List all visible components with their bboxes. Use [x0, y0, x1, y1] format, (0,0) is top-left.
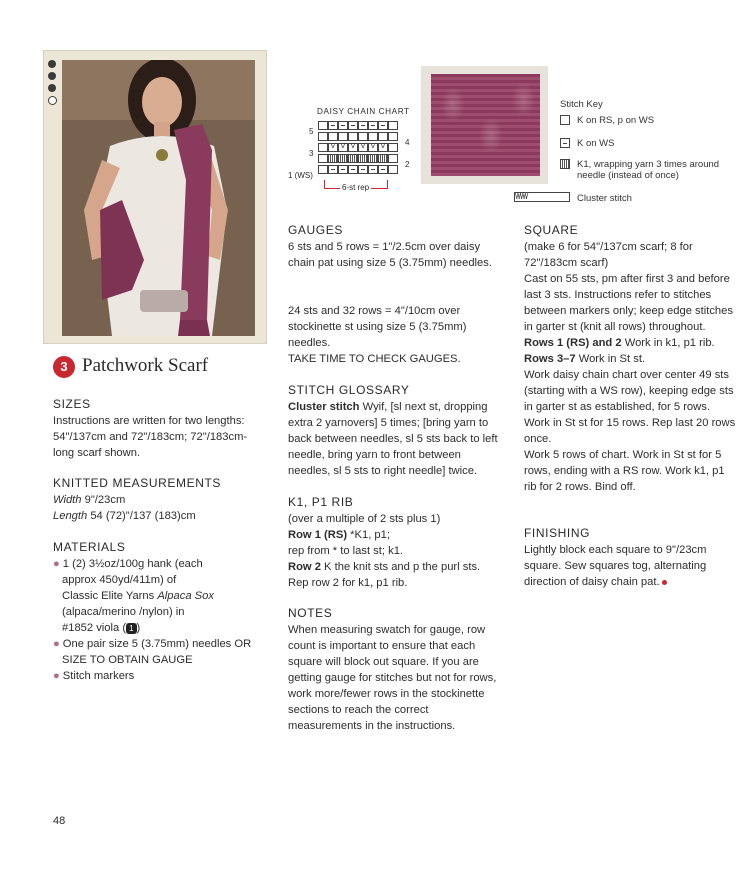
measurements-length: [53, 508, 263, 524]
width-label: Width: [53, 494, 82, 506]
chart-cell: [328, 165, 338, 174]
rib-row1: [288, 527, 500, 543]
rib-line: (over a multiple of 2 sts plus 1): [288, 513, 441, 525]
square-p1: Work daisy chain chart over center 49 sts (starting with a WS row), keeping edge sts in garter st as established, for 5 rows. Work in St st for 15 rows. Rep last 20 rows once.: [524, 369, 736, 445]
knit-symbol-icon: [560, 115, 570, 125]
square-intro: (make 6 for 54"/137cm scarf; 8 for 72"/183cm scarf): [524, 241, 693, 269]
project-number-badge: 3: [53, 356, 75, 378]
length-label: Length: [53, 510, 88, 522]
stitch-key-item: K on RS, p on WS: [577, 115, 655, 126]
finishing-body: Lightly block each square to 9"/23cm square. Sew squares tog, alternating direction of daisy chain pat.: [524, 544, 707, 588]
chart-cell: [378, 132, 388, 141]
chart-cell: [338, 165, 348, 174]
glossary-heading: STITCH GLOSSARY: [288, 383, 410, 397]
sizes-heading: SIZES: [53, 397, 91, 411]
chart-cell: [388, 154, 398, 163]
rib-line: rep from * to last st; k1.: [288, 545, 404, 557]
chart-row-label: 5: [309, 127, 314, 136]
chart-cell: V: [358, 143, 368, 152]
chart-cell: [348, 121, 358, 130]
rib-heading: K1, P1 RIB: [288, 495, 354, 509]
chart-cell: [388, 143, 398, 152]
stitch-key-item: K on WS: [577, 138, 615, 149]
chart-cell: [358, 121, 368, 130]
stitch-key-item: Cluster stitch: [577, 193, 632, 204]
square-row-label: Rows 3–7: [524, 353, 576, 365]
square-row-text: Work in k1, p1 rib.: [621, 337, 715, 349]
chart-cell: V: [348, 143, 358, 152]
materials-item-1-line-c: [53, 588, 263, 604]
yarn-weight-icon: 1: [126, 623, 136, 634]
square-rows-1-2: [524, 335, 736, 351]
chart-cell: [318, 132, 328, 141]
glossary-term: Cluster stitch: [288, 401, 360, 413]
chart-cell: [368, 121, 378, 130]
square-row-text: Work in St st.: [575, 353, 646, 365]
materials-item-2-line-b: SIZE TO OBTAIN GAUGE: [62, 654, 193, 666]
yarn-name: Alpaca Sox: [157, 590, 214, 602]
model-illustration: [62, 60, 255, 336]
rib-row-text: K the knit sts and p the purl sts.: [320, 561, 481, 573]
materials-item-1-line-b: approx 450yd/411m) of: [62, 574, 177, 586]
chart-cell: [358, 154, 368, 163]
purl-symbol-icon: [560, 138, 570, 148]
chart-cell: [338, 121, 348, 130]
chart-cell: [348, 154, 358, 163]
chart-cell: [318, 165, 328, 174]
chart-cell: [318, 121, 328, 130]
chart-cell: [328, 121, 338, 130]
rib-row-label: Row 2: [288, 561, 321, 573]
rib-text: [288, 511, 500, 591]
rib-row-label: Row 1 (RS): [288, 529, 348, 541]
chart-cell: [368, 165, 378, 174]
square-p2: Work 5 rows of chart. Work in St st for 5 rows, ending with a RS row. Work k1, p1 rib for 2 rows. Bind off.: [524, 449, 725, 493]
chart-cell: [318, 154, 328, 163]
chart-cell: [388, 121, 398, 130]
chart-cell: [358, 132, 368, 141]
cluster-symbol-icon: \/\/\/\/\/: [514, 192, 570, 202]
materials-text: One pair size 5 (3.75mm) needles OR: [62, 638, 252, 650]
gauges-heading: GAUGES: [288, 223, 343, 237]
chart-cell: [358, 165, 368, 174]
materials-text: #1852 viola: [62, 622, 120, 634]
chart-cell: [348, 132, 358, 141]
chart-row-label-right: 2: [405, 160, 410, 169]
materials-heading: MATERIALS: [53, 540, 126, 554]
bullet-icon: ●: [53, 638, 60, 650]
rib-row2: [288, 559, 500, 575]
chart-cell: [348, 165, 358, 174]
length-value: 54 (72)"/137 (183)cm: [87, 510, 196, 522]
notes-text: When measuring swatch for gauge, row count is important to ensure that each square will block out square. If you are getting gauge for stitches but not for rows, work more/fewer rows in the stockinette sections to reach the correct measurements in the instructions.: [288, 624, 497, 732]
finishing-text: [524, 542, 736, 590]
materials-item-1-line-d: (alpaca/merino /nylon) in: [62, 606, 185, 618]
dot-filled: [48, 72, 56, 80]
measurements-heading: KNITTED MEASUREMENTS: [53, 476, 222, 490]
chart-cell: V: [338, 143, 348, 152]
chart-cell: [378, 154, 388, 163]
end-mark-icon: [662, 580, 667, 585]
measurements-width: [53, 492, 263, 508]
materials-item-2-line-a: [53, 636, 263, 652]
square-rows-3-7: [524, 351, 736, 367]
chart-cell: V: [378, 143, 388, 152]
chart-cell: [388, 132, 398, 141]
wrap-symbol-icon: [560, 159, 570, 169]
materials-item-3: [53, 668, 263, 684]
gauges-p2: 24 sts and 32 rows = 4"/10cm over stockinette st using size 5 (3.75mm) needles.: [288, 305, 467, 349]
chart-cell: V: [368, 143, 378, 152]
finishing-heading: FINISHING: [524, 526, 591, 540]
chart-cell: V: [328, 143, 338, 152]
dot-filled: [48, 84, 56, 92]
chart-cell: [328, 154, 338, 163]
width-value: 9"/23cm: [81, 494, 126, 506]
page-dots: [48, 60, 58, 109]
chart-cell: [378, 121, 388, 130]
dot-open: [48, 96, 57, 105]
stitch-key-title: Stitch Key: [560, 99, 603, 110]
chart-title: DAISY CHAIN CHART: [317, 107, 410, 116]
square-row-label: Rows 1 (RS) and 2: [524, 337, 622, 349]
page-number: 48: [53, 815, 66, 827]
bullet-icon: ●: [53, 670, 60, 682]
model-photo: [62, 60, 255, 336]
chart-cell: [388, 165, 398, 174]
materials-text: Stitch markers: [62, 670, 135, 682]
square-text: [524, 239, 736, 495]
chart-row-label: 1 (WS): [288, 171, 313, 180]
rib-row-text: *K1, p1;: [347, 529, 390, 541]
stitch-key-item: K1, wrapping yarn 3 times around needle (instead of once): [577, 159, 720, 181]
materials-item-1-line-e: #1852 viola ( 1 ): [62, 622, 141, 634]
gauges-p1: 6 sts and 5 rows = 1"/2.5cm over daisy chain pat using size 5 (3.75mm) needles.: [288, 241, 492, 269]
page-title: Patchwork Scarf: [82, 355, 209, 376]
square-cast-on: Cast on 55 sts, pm after first 3 and before last 3 sts. Instructions refer to stitches between markers only; keep edge stitches in garter st (knit all rows) throughout.: [524, 273, 733, 333]
chart-cell: [378, 165, 388, 174]
materials-item-1-line-a: [53, 556, 263, 572]
chart-row-label: 3: [309, 149, 314, 158]
sizes-text: Instructions are written for two lengths: 54"/137cm and 72"/183cm; 72"/183cm-long scarf shown.: [53, 415, 248, 459]
chart-cell: [318, 143, 328, 152]
dot-filled: [48, 60, 56, 68]
materials-text: 1 (2) 3½oz/100g hank (each: [62, 558, 203, 570]
chart-cell: [328, 132, 338, 141]
swatch-photo: [431, 74, 540, 176]
gauges-p3: TAKE TIME TO CHECK GAUGES.: [288, 353, 461, 365]
materials-list: [53, 556, 263, 684]
chart-cell: [368, 154, 378, 163]
bullet-icon: ●: [53, 558, 60, 570]
chart-cell: [338, 132, 348, 141]
square-heading: SQUARE: [524, 223, 579, 237]
chart-cell: [368, 132, 378, 141]
repeat-label: 6-st rep: [342, 183, 370, 192]
glossary-text: [288, 399, 500, 479]
chart-cell: [338, 154, 348, 163]
chart-row-label-right: 4: [405, 138, 410, 147]
glossary-definition: Wyif, [sl next st, dropping extra 2 yarnovers] 5 times; [bring yarn to back between needles, sl 5 sts back to left needle, bring yarn to front between needles, sl 5 sts to right needle] twice.: [288, 401, 498, 477]
notes-heading: NOTES: [288, 606, 333, 620]
materials-text: Classic Elite Yarns: [62, 590, 158, 602]
rib-line: Rep row 2 for k1, p1 rib.: [288, 577, 408, 589]
